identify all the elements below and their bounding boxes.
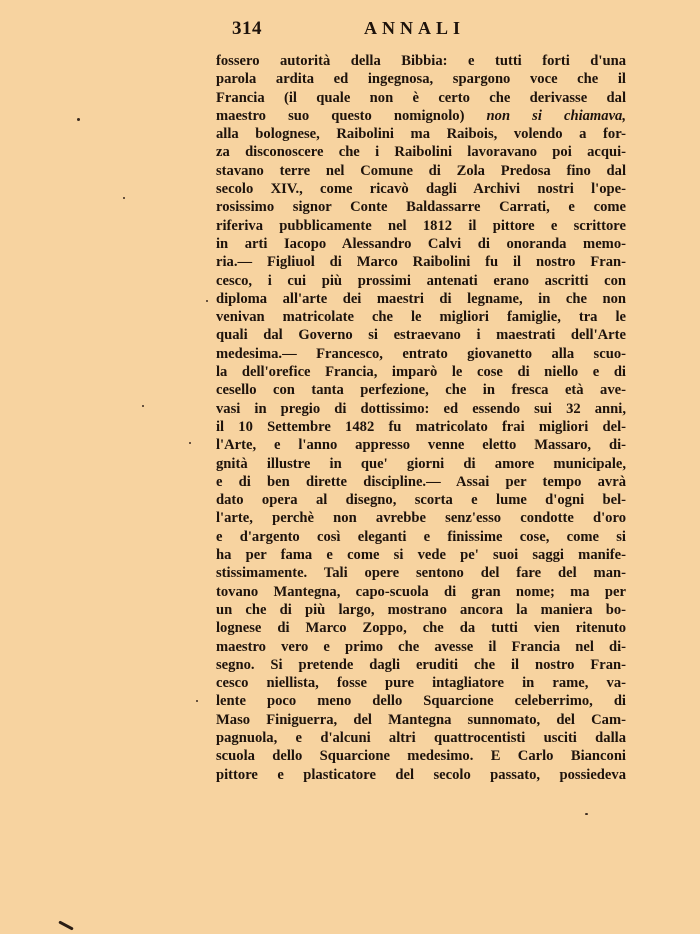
paper-speck — [206, 300, 208, 302]
text-line: za disconoscere che i Raibolini lavoravano poi acqui- — [216, 144, 626, 161]
paper-speck — [142, 405, 144, 407]
text-line: in arti Iacopo Alessandro Calvi di onoranda memo- — [216, 235, 626, 252]
text-line: quali dal Governo si estraevano i maestrati dell'Arte — [216, 327, 626, 344]
text-line: stavano terre nel Comune di Zola Predosa fino dal — [216, 162, 626, 179]
text-line: venivan matricolate che le migliori famiglie, tra le — [216, 309, 626, 326]
text-line: maestro vero e primo che avesse il Francia nel di- — [216, 638, 626, 655]
italic-phrase: non si chiamava, — [486, 107, 626, 124]
text-line: dato opera al disegno, scorta e lume d'ogni bel- — [216, 492, 626, 509]
text-line: fossero autorità della Bibbia: e tutti forti d'una — [216, 53, 626, 69]
text-line-part: maestro suo questo nomignolo) — [216, 107, 465, 124]
text-line: ha per fama e come si vede pe' suoi saggi manife- — [216, 547, 626, 564]
text-line: stissimamente. Tali opere sentono del fare del man- — [216, 565, 626, 582]
text-line: diploma all'arte dei maestri di legname, in che non — [216, 290, 626, 307]
text-line: la dell'orefice Francia, imparò le cose di niello e di — [216, 364, 626, 381]
text-line: l'arte, perchè non avrebbe senz'esso condotte d'oro — [216, 510, 626, 527]
text-line: e di ben dirette discipline.— Assai per tempo avrà — [216, 473, 626, 490]
running-head: ANNALI — [364, 18, 466, 38]
page-edge-mark — [58, 920, 74, 930]
text-line: Maso Finiguerra, del Mantegna sunnomato, del Cam- — [216, 711, 626, 728]
text-line: l'Arte, e l'anno appresso venne eletto Massaro, di- — [216, 437, 626, 454]
text-line: segno. Si pretende dagli eruditi che il nostro Fran- — [216, 656, 626, 673]
text-line: cesco, i cui più prossimi antenati erano ascritti con — [216, 272, 626, 289]
text-line: pittore e plasticatore del secolo passato, possiedeva — [216, 766, 626, 783]
text-line: lente poco meno dello Squarcione celeberrimo, di — [216, 693, 626, 710]
text-line: vasi in pregio di dottissimo: ed essendo sui 32 anni, — [216, 400, 626, 417]
text-line: cesco niellista, fosse pure intagliatore in rame, va- — [216, 675, 626, 692]
text-line: secolo XIV., come ricavò dagli Archivi nostri l'ope- — [216, 181, 626, 198]
text-line: lognese di Marco Zoppo, che da tutti vien ritenuto — [216, 620, 626, 637]
text-line: riferiva pubblicamente nel 1812 il pittore e scrittore — [216, 217, 626, 234]
page-header — [232, 18, 492, 42]
text-line: parola ardita ed ingegnosa, spargono voce che il — [216, 71, 626, 88]
text-line: scuola dello Squarcione medesimo. E Carlo Bianconi — [216, 748, 626, 765]
text-line: il 10 Settembre 1482 fu matricolato frai migliori del- — [216, 418, 626, 435]
body-text — [216, 52, 626, 784]
text-line: rosissimo signor Conte Baldassarre Carrati, e come — [216, 199, 626, 216]
page-number: 314 — [232, 18, 262, 39]
text-line: medesima.— Francesco, entrato giovanetto alla scuo- — [216, 345, 626, 362]
paper-speck — [196, 700, 198, 702]
text-line: un che di più largo, mostrano ancora la maniera bo- — [216, 601, 626, 618]
text-line: ria.— Figliuol di Marco Raibolini fu il nostro Fran- — [216, 254, 626, 271]
text-line: Francia (il quale non è certo che derivasse dal — [216, 89, 626, 106]
text-line: gnità illustre in que' giorni di amore municipale, — [216, 455, 626, 472]
paper-speck — [77, 118, 80, 121]
text-line: tovano Mantegna, capo-scuola di gran nome; ma per — [216, 583, 626, 600]
text-line — [216, 107, 626, 125]
text-line: alla bolognese, Raibolini ma Raibois, volendo a for- — [216, 126, 626, 143]
text-line: pagnuola, e d'alcuni altri quattrocentisti usciti dalla — [216, 729, 626, 746]
text-line: cesello con tanta perfezione, che in fresca età ave- — [216, 382, 626, 399]
text-line: e d'argento così eleganti e finissime cose, come si — [216, 528, 626, 545]
paper-speck — [585, 813, 588, 815]
paper-speck — [123, 197, 125, 199]
paper-speck — [189, 442, 191, 444]
